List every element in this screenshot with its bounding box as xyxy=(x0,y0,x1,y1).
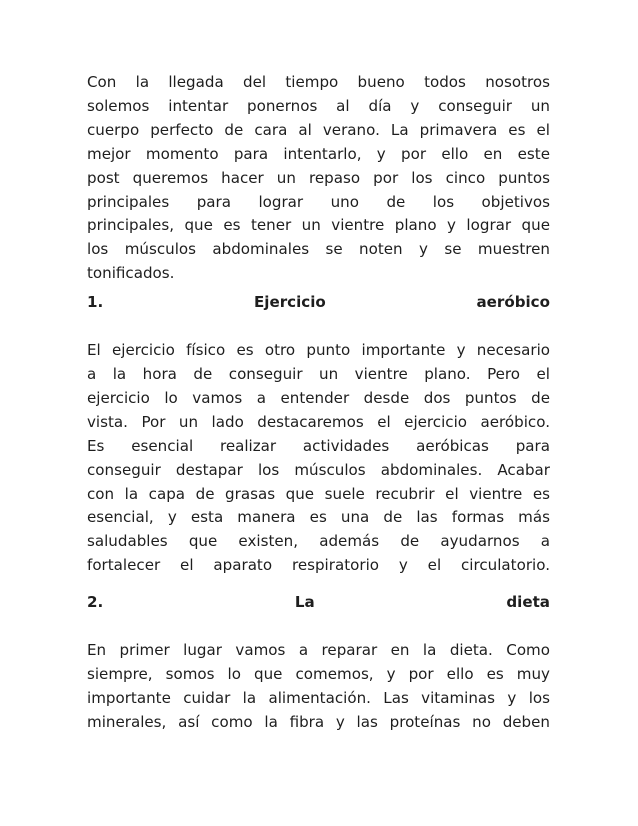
section-heading-2 xyxy=(87,591,550,615)
text-line: El ejercicio físico es otro punto importante y necesario xyxy=(87,341,550,360)
text-line: conseguir destapar los músculos abdominales. Acabar xyxy=(87,460,550,479)
text-line: Con la llegada del tiempo bueno todos nosotros xyxy=(87,73,550,91)
text-line: importante cuidar la alimentación. Las vitaminas y los xyxy=(87,688,550,707)
text-line: principales, que es tener un vientre plano y lograr que xyxy=(87,216,550,235)
heading-word: Ejercicio xyxy=(253,293,326,312)
heading-number: 2. xyxy=(87,593,104,612)
heading-word: La xyxy=(294,593,315,612)
text-line: tonificados. xyxy=(87,264,175,283)
heading-number: 1. xyxy=(87,293,104,312)
heading-word: aeróbico xyxy=(476,293,550,312)
document-page xyxy=(87,71,550,735)
text-line: siempre, somos lo que comemos, y por ello es muy xyxy=(87,664,550,683)
section-heading-1 xyxy=(87,291,550,315)
heading-word: dieta xyxy=(506,593,550,612)
text-line: con la capa de grasas que suele recubrir el vientre es xyxy=(87,484,550,503)
diet-paragraph xyxy=(87,639,550,735)
text-line: solemos intentar ponernos al día y conseguir un xyxy=(87,96,550,115)
text-line: cuerpo perfecto de cara al verano. La primavera es el xyxy=(87,120,550,139)
text-line: saludables que existen, además de ayudarnos a xyxy=(87,532,550,551)
text-line: En primer lugar vamos a reparar en la dieta. Como xyxy=(87,641,550,660)
text-line: post queremos hacer un repaso por los cinco puntos xyxy=(87,168,550,187)
text-line: minerales, así como la fibra y las proteínas no deben xyxy=(87,712,550,731)
text-line: principales para lograr uno de los objetivos xyxy=(87,192,550,211)
text-line: esencial, y esta manera es una de las formas más xyxy=(87,508,550,527)
text-line: Es esencial realizar actividades aeróbicas para xyxy=(87,436,550,455)
text-line: mejor momento para intentarlo, y por ello en este xyxy=(87,144,550,163)
text-line: ejercicio lo vamos a entender desde dos puntos de xyxy=(87,388,550,407)
text-line: los músculos abdominales se noten y se muestren xyxy=(87,240,550,259)
text-line: fortalecer el aparato respiratorio y el circulatorio. xyxy=(87,556,550,575)
exercise-paragraph xyxy=(87,339,550,578)
text-line: vista. Por un lado destacaremos el ejercicio aeróbico. xyxy=(87,412,550,431)
text-line: a la hora de conseguir un vientre plano. Pero el xyxy=(87,364,550,383)
intro-paragraph xyxy=(87,71,550,286)
